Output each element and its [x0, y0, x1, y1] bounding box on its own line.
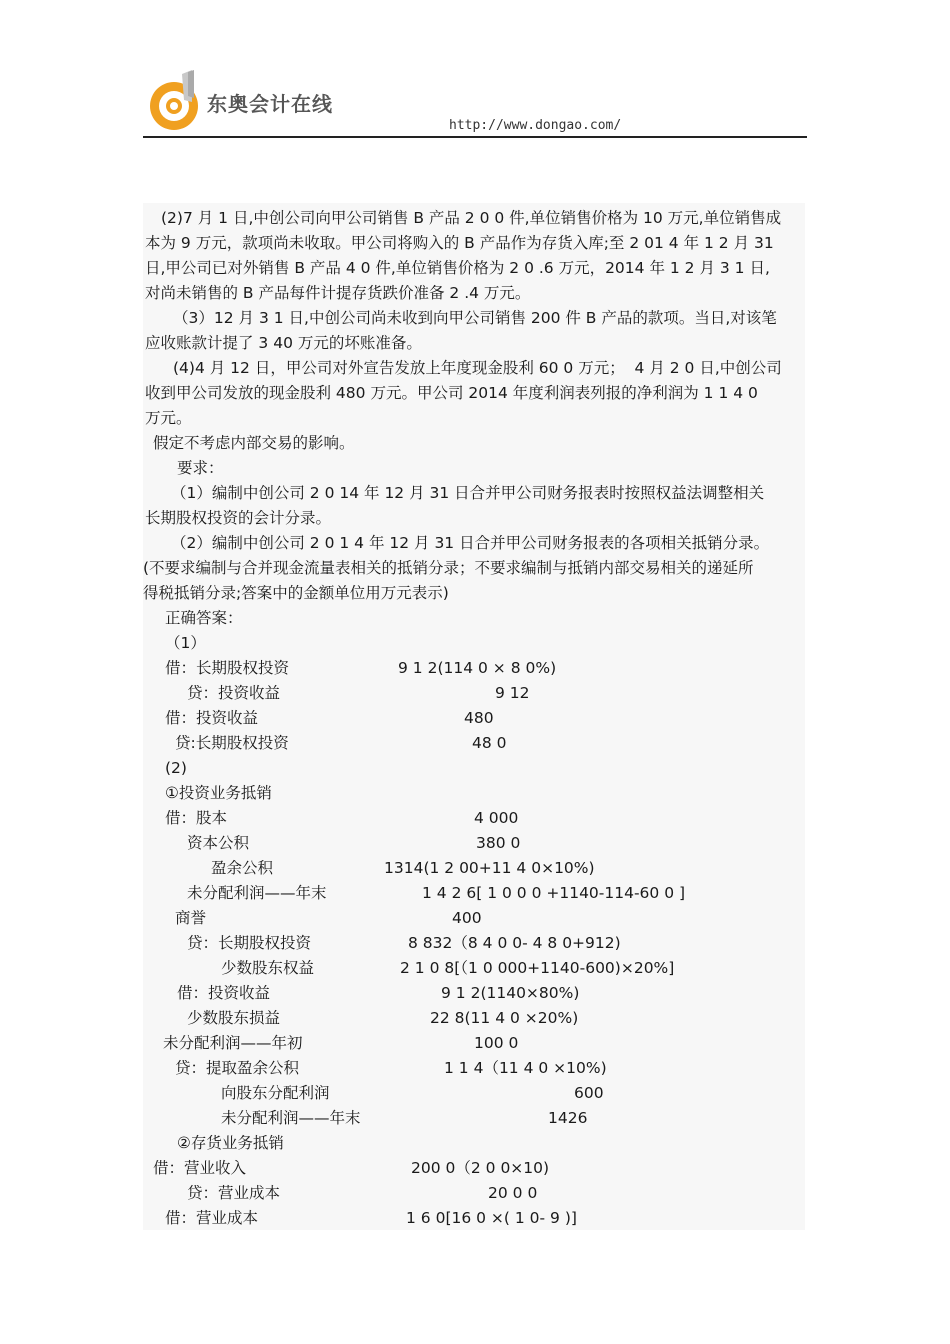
logo-text: 东奥会计在线 — [207, 92, 333, 116]
paragraph-line: 万元。 — [145, 409, 192, 427]
entry-label: 借：投资收益 — [165, 709, 259, 727]
paragraph-line: 要求： — [177, 459, 224, 477]
entry-label: 贷：营业成本 — [187, 1184, 281, 1202]
section-heading: ②存货业务抵销 — [177, 1134, 284, 1152]
entry-label: 未分配利润——年初 — [163, 1034, 303, 1052]
entry-amount: 9 12 — [495, 684, 530, 702]
entry-label: 贷：投资收益 — [187, 684, 281, 702]
entry-amount: 1426 — [548, 1109, 588, 1127]
paragraph-line: （1）编制中创公司 2 0 14 年 12 月 31 日合并甲公司财务报表时按照权益法调整相关 — [171, 484, 765, 502]
entry-label: 贷:长期股权投资 — [175, 734, 289, 752]
header-divider — [143, 136, 807, 138]
paragraph-line: 日,甲公司已对外销售 B 产品 4 0 件,单位销售价格为 2 0 .6 万元，2014 年 1 2 月 3 1 日, — [145, 259, 770, 277]
site-url[interactable]: http://www.dongao.com/ — [449, 118, 622, 133]
entry-amount: 9 1 2(1140×80%) — [441, 984, 580, 1002]
answer-part-1: （1） — [165, 634, 206, 652]
entry-label: 借：投资收益 — [177, 984, 271, 1002]
entry-amount: 380 0 — [476, 834, 521, 852]
entry-label: 未分配利润——年末 — [221, 1109, 361, 1127]
paragraph-line: 对尚未销售的 B 产品每件计提存货跌价准备 2 .4 万元。 — [145, 284, 531, 302]
entry-amount: 100 0 — [474, 1034, 519, 1052]
entry-label: 少数股东权益 — [221, 959, 315, 977]
paragraph-line: （2）编制中创公司 2 0 1 4 年 12 月 31 日合并甲公司财务报表的各项相关抵销分录。 — [171, 534, 770, 552]
entry-label: 盈余公积 — [211, 859, 274, 877]
paragraph-line: (不要求编制与合并现金流量表相关的抵销分录；不要求编制与抵销内部交易相关的递延所 — [143, 559, 754, 577]
entry-amount: 200 0（2 0 0×10) — [411, 1159, 550, 1177]
entry-label: 借：长期股权投资 — [165, 659, 290, 677]
entry-amount: 9 1 2(114 0 × 8 0%) — [398, 659, 557, 677]
entry-label: 借：营业收入 — [153, 1159, 247, 1177]
entry-amount: 48 0 — [472, 734, 507, 752]
entry-amount: 400 — [452, 909, 482, 927]
entry-amount: 20 0 0 — [488, 1184, 538, 1202]
answer-part-2: (2) — [165, 759, 187, 777]
entry-amount: 1 1 4（11 4 0 ×10%) — [444, 1059, 607, 1077]
content-area — [143, 203, 805, 1230]
answer-heading: 正确答案： — [165, 609, 243, 627]
dongao-logo-icon — [148, 70, 208, 132]
entry-label: 贷：提取盈余公积 — [175, 1059, 300, 1077]
paragraph-line: 应收账款计提了 3 40 万元的坏账准备。 — [145, 334, 422, 352]
entry-amount: 1 6 0[16 0 ×( 1 0- 9 )] — [406, 1209, 577, 1227]
section-heading: ①投资业务抵销 — [165, 784, 272, 802]
entry-label: 未分配利润——年末 — [187, 884, 327, 902]
paragraph-line: 长期股权投资的会计分录。 — [145, 509, 332, 527]
entry-label: 少数股东损益 — [187, 1009, 281, 1027]
paragraph-line: 本为 9 万元，款项尚未收取。甲公司将购入的 B 产品作为存货入库;至 2 01 4 年 1 2 月 31 — [145, 234, 774, 252]
page-header — [0, 0, 950, 140]
paragraph-line: (4)4 月 12 日，甲公司对外宣告发放上年度现金股利 60 0 万元； 4 月 2 0 日,中创公司 — [173, 359, 782, 377]
entry-amount: 22 8(11 4 0 ×20%) — [430, 1009, 579, 1027]
entry-amount: 1314(1 2 00+11 4 0×10%) — [384, 859, 595, 877]
entry-amount: 2 1 0 8[（1 0 000+1140-600)×20%] — [400, 959, 675, 977]
entry-label: 商誉 — [175, 909, 207, 927]
entry-amount: 600 — [574, 1084, 604, 1102]
entry-label: 借：股本 — [165, 809, 228, 827]
paragraph-line: 假定不考虑内部交易的影响。 — [153, 434, 355, 452]
entry-label: 资本公积 — [187, 834, 250, 852]
paragraph-line: (2)7 月 1 日,中创公司向甲公司销售 B 产品 2 0 0 件,单位销售价格为 10 万元,单位销售成 — [161, 209, 782, 227]
entry-amount: 4 000 — [474, 809, 519, 827]
entry-amount: 1 4 2 6[ 1 0 0 0 +1140-114-60 0 ] — [422, 884, 686, 902]
paragraph-line: 得税抵销分录;答案中的金额单位用万元表示) — [143, 584, 449, 602]
entry-label: 借：营业成本 — [165, 1209, 259, 1227]
paragraph-line: （3）12 月 3 1 日,中创公司尚未收到向甲公司销售 200 件 B 产品的款项。当日,对该笔 — [173, 309, 777, 327]
paragraph-line: 收到甲公司发放的现金股利 480 万元。甲公司 2014 年度利润表列报的净利润为 1 1 4 0 — [145, 384, 758, 402]
entry-label: 贷：长期股权投资 — [187, 934, 312, 952]
entry-label: 向股东分配利润 — [221, 1084, 330, 1102]
entry-amount: 8 832（8 4 0 0- 4 8 0+912) — [408, 934, 621, 952]
entry-amount: 480 — [464, 709, 494, 727]
